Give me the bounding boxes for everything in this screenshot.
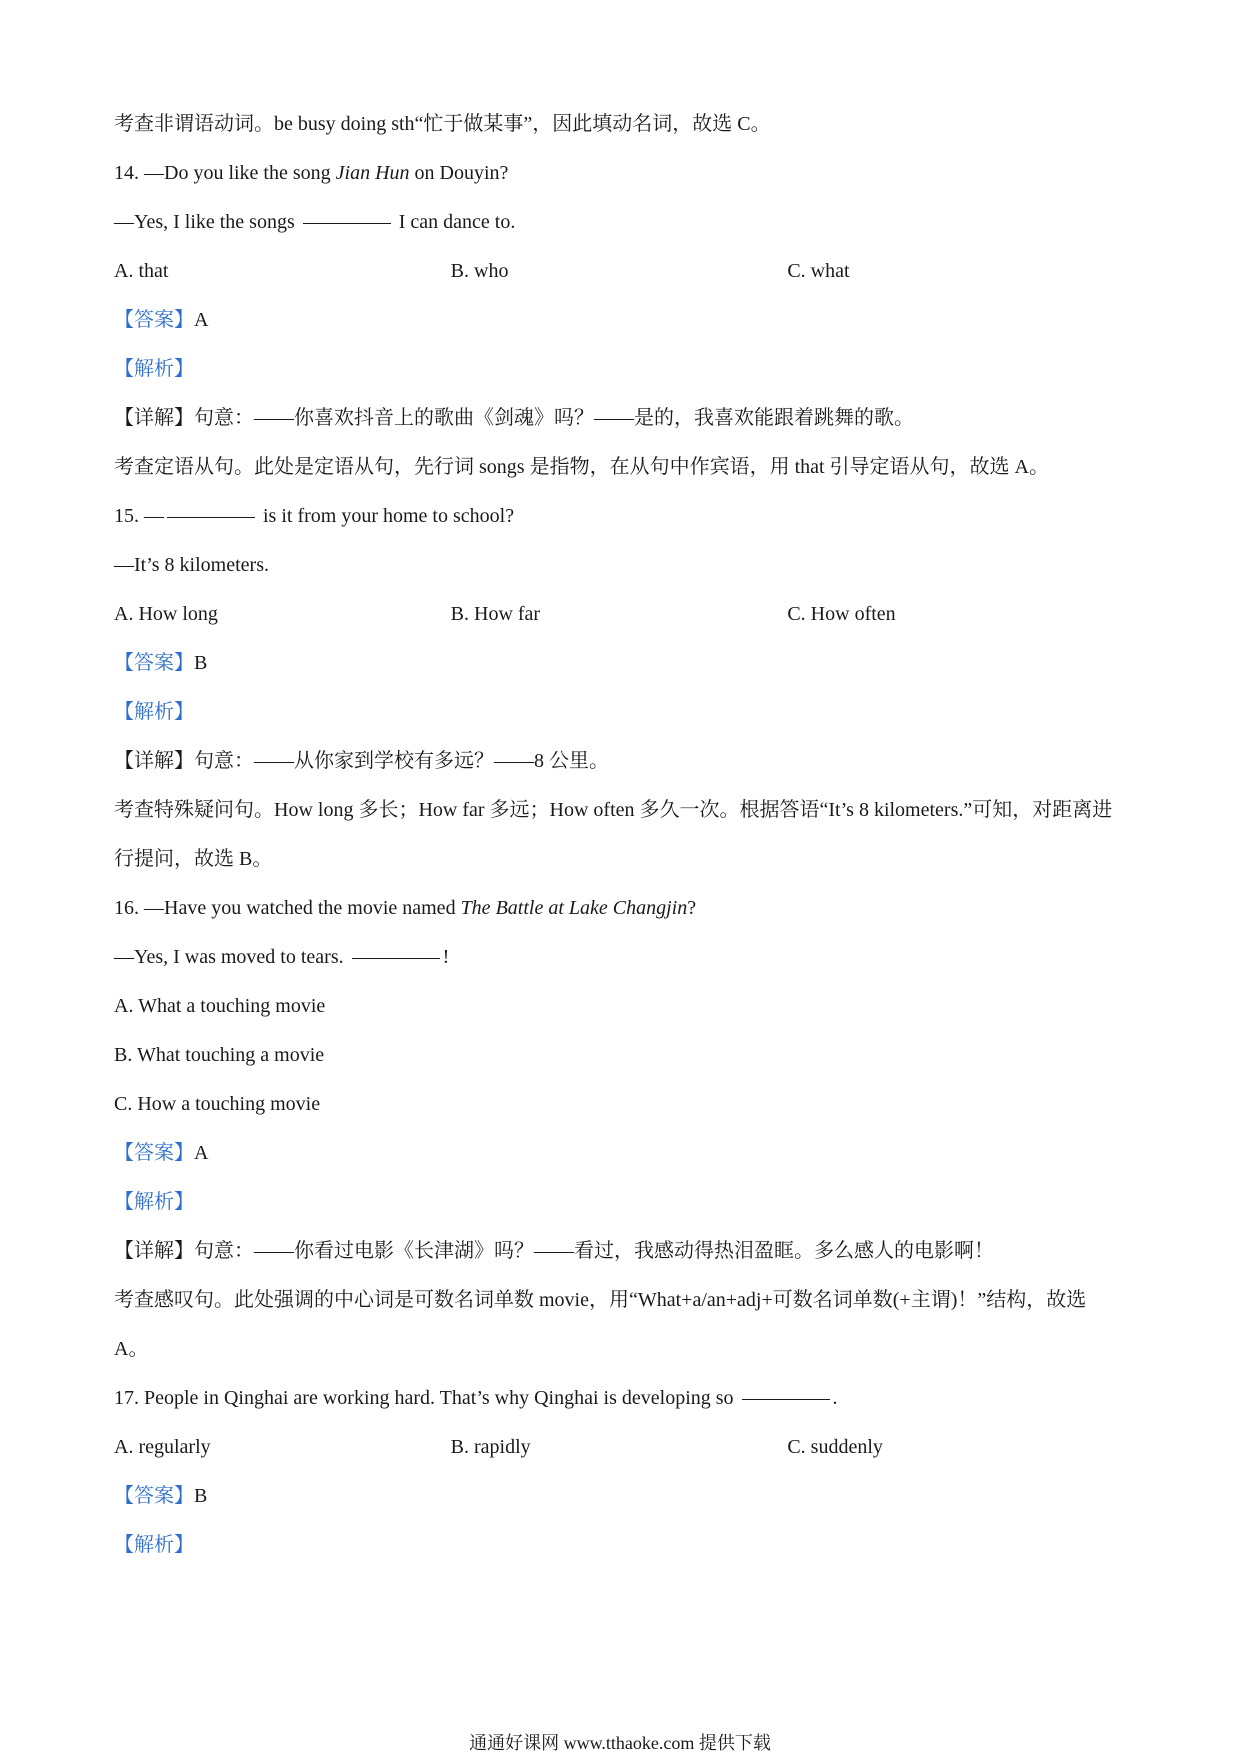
q15-question: 15. — is it from your home to school? xyxy=(114,505,515,527)
answer-label: 【答案】 xyxy=(114,652,194,674)
q17-options xyxy=(114,1423,1124,1472)
q15-explain: 考查特殊疑问句。How long 多长；How far 多远；How often 多久一次。根据答语“It’s 8 kilometers.”可知，对距离进行提问，故选 B。 xyxy=(114,799,1113,870)
option-c: C. How a touching movie xyxy=(114,1093,321,1115)
q16-reply: —Yes, I was moved to tears. ! xyxy=(114,946,450,968)
q17-analysis xyxy=(114,1521,1124,1570)
answer-blank xyxy=(742,1398,830,1400)
option-b: B. How far xyxy=(450,603,541,625)
option-b: B. What touching a movie xyxy=(114,1044,325,1066)
q13-explanation: 考查非谓语动词。be busy doing sth“忙于做某事”，因此填动名词，故选 C。 xyxy=(114,113,771,135)
q14-explain: 考查定语从句。此处是定语从句，先行词 songs 是指物，在从句中作宾语，用 that 引导定语从句，故选 A。 xyxy=(114,456,1049,478)
song-title: Jian Hun xyxy=(335,162,410,184)
q14-answer: 【答案】A xyxy=(114,309,209,331)
q14-detail: 【详解】句意：——你喜欢抖音上的歌曲《剑魂》吗？——是的，我喜欢能跟着跳舞的歌。 xyxy=(114,407,914,429)
q14-analysis xyxy=(114,345,1124,394)
option-c: C. How often xyxy=(787,603,896,625)
q16-explain: 考查感叹句。此处强调的中心词是可数名词单数 movie，用“What+a/an+adj+可数名词单数(+主谓)！”结构，故选 A。 xyxy=(114,1289,1087,1360)
analysis-label: 【解析】 xyxy=(114,1534,194,1556)
answer-label: 【答案】 xyxy=(114,1142,194,1164)
q16-detail: 【详解】句意：——你看过电影《长津湖》吗？——看过，我感动得热泪盈眶。多么感人的电影啊！ xyxy=(114,1240,994,1262)
q14-question: 14. —Do you like the song Jian Hun on Douyin? xyxy=(114,162,509,184)
option-b: B. who xyxy=(450,260,509,282)
option-a: A. What a touching movie xyxy=(114,995,326,1017)
answer-label: 【答案】 xyxy=(114,1485,194,1507)
option-a: A. that xyxy=(114,260,169,282)
option-a: A. How long xyxy=(114,603,218,625)
q15-analysis xyxy=(114,688,1124,737)
answer-blank xyxy=(352,957,440,959)
answer-blank xyxy=(167,516,255,518)
detail-label: 【详解】 xyxy=(114,407,194,429)
page-content xyxy=(114,100,1124,1570)
movie-title: The Battle at Lake Changjin xyxy=(460,897,688,919)
q14-reply: —Yes, I like the songs I can dance to. xyxy=(114,211,516,233)
q15-options xyxy=(114,590,1124,639)
option-c: C. suddenly xyxy=(787,1436,883,1458)
q16-answer: 【答案】A xyxy=(114,1142,209,1164)
page-footer: 通通好课网 www.tthaoke.com 提供下载 xyxy=(469,1733,771,1753)
detail-label: 【详解】 xyxy=(114,750,194,772)
q15-answer: 【答案】B xyxy=(114,652,208,674)
option-a: A. regularly xyxy=(114,1436,211,1458)
analysis-label: 【解析】 xyxy=(114,701,194,723)
answer-blank xyxy=(303,222,391,224)
q14-options xyxy=(114,247,1124,296)
detail-label: 【详解】 xyxy=(114,1240,194,1262)
q16-question: 16. —Have you watched the movie named The Battle at Lake Changjin? xyxy=(114,897,697,919)
analysis-label: 【解析】 xyxy=(114,1191,194,1213)
option-c: C. what xyxy=(787,260,850,282)
answer-label: 【答案】 xyxy=(114,309,194,331)
analysis-label: 【解析】 xyxy=(114,358,194,380)
q17-question: 17. People in Qinghai are working hard. That’s why Qinghai is developing so . xyxy=(114,1387,838,1409)
option-b: B. rapidly xyxy=(450,1436,531,1458)
q15-reply: —It’s 8 kilometers. xyxy=(114,554,269,576)
q17-answer: 【答案】B xyxy=(114,1485,208,1507)
q15-detail: 【详解】句意：——从你家到学校有多远？——8 公里。 xyxy=(114,750,609,772)
q16-analysis xyxy=(114,1178,1124,1227)
